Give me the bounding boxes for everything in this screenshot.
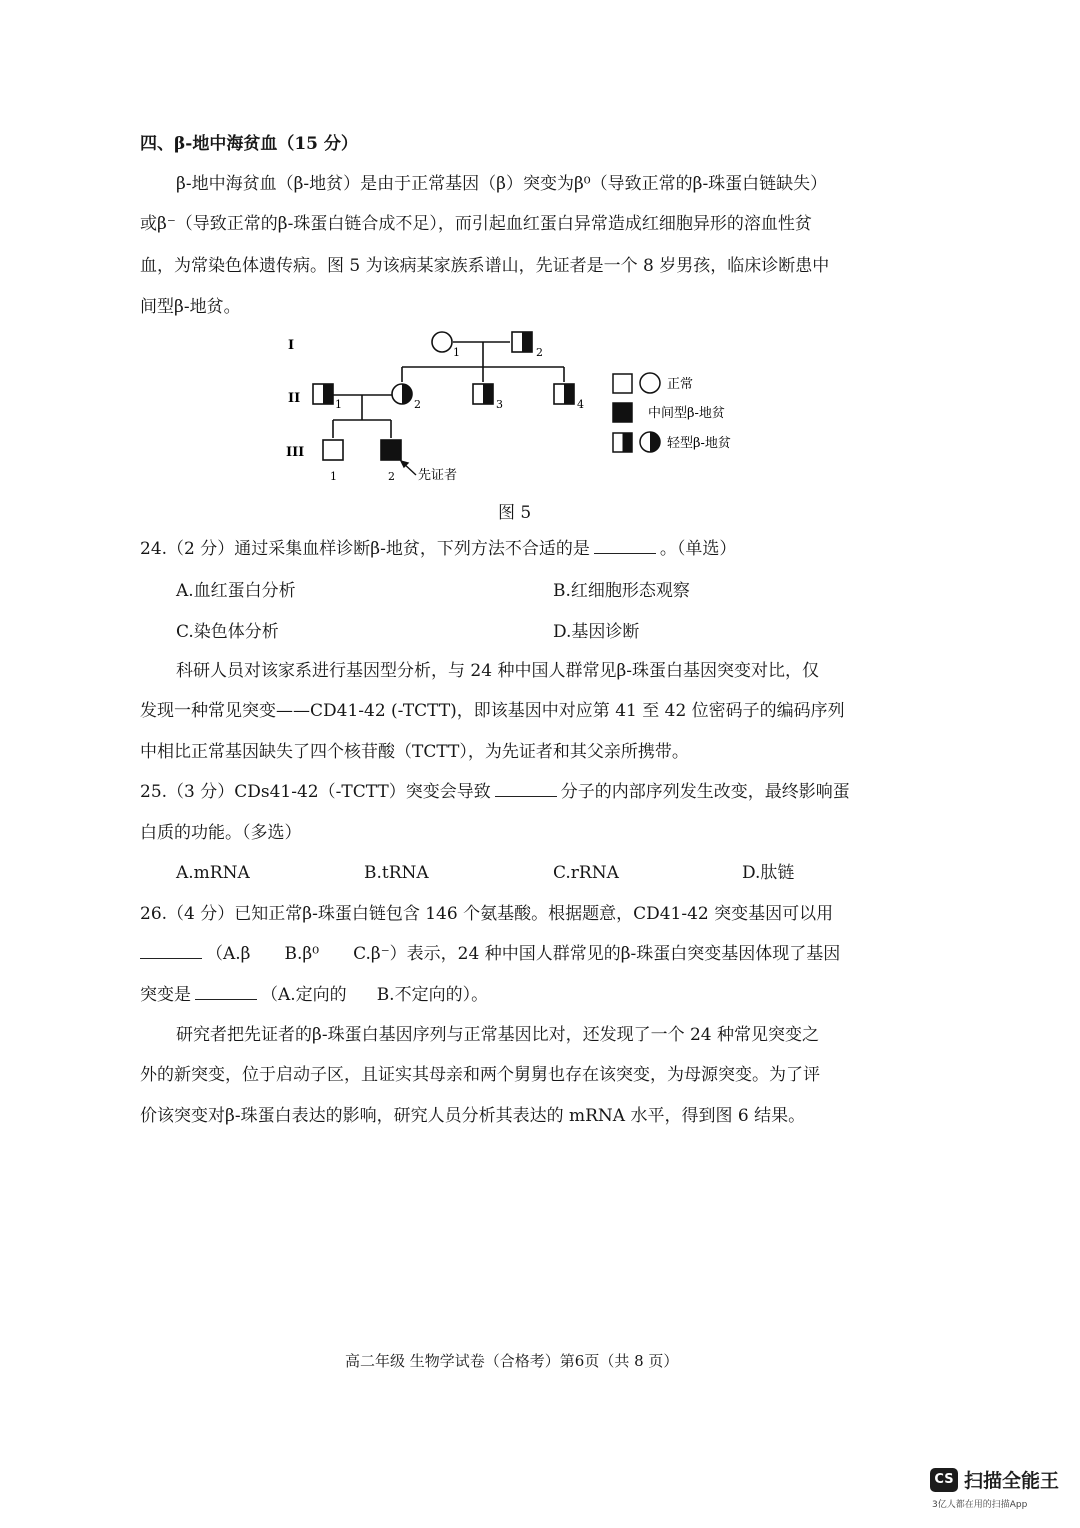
question-26-line-2: [140, 943, 840, 965]
proband-arrow: [401, 461, 416, 475]
page-footer: 高二年级 生物学试卷（合格考）第6页（共 8 页）: [345, 1352, 679, 1370]
q25-option-c[interactable]: C.rRNA: [553, 863, 619, 883]
question-26-line-3: [140, 984, 488, 1006]
q26-line3-text: 突变是: [140, 985, 191, 1005]
question-24-stem: [140, 538, 736, 560]
legend-minor-label: 轻型β-地贫: [667, 436, 731, 451]
individual-II3-minor-male: [473, 384, 493, 404]
q24-stem-suffix: 。（单选）: [659, 539, 737, 559]
watermark-subtitle: 3亿人都在用的扫描App: [932, 1500, 1028, 1510]
q26-option-directional: （A.定向的: [261, 985, 347, 1005]
q24-option-a[interactable]: A.血红蛋白分析: [176, 581, 296, 601]
id-I1: 1: [453, 346, 460, 359]
q25-option-d[interactable]: D.肽链: [742, 863, 795, 883]
individual-II1-minor-male: [313, 384, 333, 404]
q25-stem-line-2: 白质的功能。（多选）: [140, 823, 302, 843]
answer-blank-24[interactable]: [594, 539, 656, 554]
intro-line-3: 血，为常染色体遗传病。图 5 为该病某家族系谱山，先证者是一个 8 岁男孩，临床诊断患中: [140, 256, 830, 276]
para3-line-3: 价该突变对β-珠蛋白表达的影响，研究人员分析其表达的 mRNA 水平，得到图 6 结果。: [140, 1106, 806, 1126]
id-III1: 1: [330, 470, 337, 483]
pedigree-figure: [280, 322, 760, 492]
legend-normal-circle: [640, 373, 660, 393]
id-II2: 2: [414, 398, 421, 411]
watermark-name: 扫描全能王: [964, 1470, 1060, 1492]
legend-minor-circle: [640, 432, 660, 452]
q26-option-b: B.β⁰: [284, 944, 320, 964]
question-26-line-1: 26.（4 分）已知正常β-珠蛋白链包含 146 个氨基酸。根据题意，CD41-42 突变基因可以用: [140, 904, 834, 924]
id-II3: 3: [496, 398, 503, 411]
legend: [613, 373, 731, 452]
individual-I2-minor-male: [512, 332, 532, 352]
camscanner-logo-icon: CS: [930, 1468, 958, 1492]
legend-minor-square: [613, 433, 632, 452]
id-II4: 4: [577, 398, 584, 411]
id-III2: 2: [388, 470, 395, 483]
para3-line-2: 外的新突变，位于启动子区，且证实其母亲和两个舅舅也存在该突变，为母源突变。为了评: [140, 1065, 820, 1085]
q25-option-b[interactable]: B.tRNA: [364, 863, 429, 883]
answer-blank-26b[interactable]: [195, 985, 257, 1000]
para2-line-1: 科研人员对该家系进行基因型分析，与 24 种中国人群常见β-珠蛋白基因突变对比，仅: [176, 661, 820, 681]
individual-II2-minor-female: [392, 384, 412, 404]
q26-option-c: C.β⁻）表示，24 种中国人群常见的β-珠蛋白突变基因体现了基因: [353, 944, 841, 964]
individual-III1-normal-male: [323, 440, 343, 460]
legend-normal-label: 正常: [667, 377, 694, 392]
q26-option-a: （A.β: [206, 944, 251, 964]
legend-normal-square: [613, 374, 632, 393]
gen-label-2: II: [288, 391, 301, 406]
q24-option-d[interactable]: D.基因诊断: [553, 622, 640, 642]
para3-line-1: 研究者把先证者的β-珠蛋白基因序列与正常基因比对，还发现了一个 24 种常见突变之: [176, 1025, 820, 1045]
intro-line-4: 间型β-地贫。: [140, 297, 241, 317]
individual-I1-normal-female: [432, 332, 452, 352]
gen-label-3: III: [286, 445, 305, 460]
pedigree-lines: [333, 342, 564, 438]
legend-intermediate-square: [613, 403, 632, 422]
q26-option-nondirectional: B.不定向的）。: [376, 985, 489, 1005]
intro-line-1: β-地中海贫血（β-地贫）是由于正常基因（β）突变为β⁰（导致正常的β-珠蛋白链缺失）: [176, 174, 828, 194]
para2-line-2: 发现一种常见突变——CD41-42 (-TCTT)，即该基因中对应第 41 至 42 位密码子的编码序列: [140, 701, 845, 721]
legend-intermediate-label: 中间型β-地贫: [648, 406, 725, 421]
individual-III2-intermediate-male: [381, 440, 401, 460]
figure-caption: 图 5: [498, 503, 532, 523]
q25-stem-cont: 分子的内部序列发生改变，最终影响蛋: [560, 782, 850, 802]
individual-II4-minor-male: [554, 384, 574, 404]
gen-label-1: I: [288, 338, 295, 353]
q24-option-b[interactable]: B.红细胞形态观察: [553, 581, 690, 601]
question-25-stem: [140, 781, 850, 803]
id-I2: 2: [536, 346, 543, 359]
q24-option-c[interactable]: C.染色体分析: [176, 622, 279, 642]
answer-blank-26a[interactable]: [140, 944, 202, 959]
q25-option-a[interactable]: A.mRNA: [176, 863, 250, 883]
para2-line-3: 中相比正常基因缺失了四个核苷酸（TCTT），为先证者和其父亲所携带。: [140, 742, 689, 762]
section-title: 四、β-地中海贫血（15 分）: [140, 134, 358, 154]
proband-label: 先证者: [418, 468, 458, 483]
id-II1: 1: [335, 398, 342, 411]
answer-blank-25[interactable]: [495, 782, 557, 797]
q25-stem-text: 25.（3 分）CDs41-42（-TCTT）突变会导致: [140, 782, 491, 802]
intro-line-2: 或β⁻（导致正常的β-珠蛋白链合成不足），而引起血红蛋白异常造成红细胞异形的溶血性贫: [140, 214, 812, 234]
q24-stem-text: 24.（2 分）通过采集血样诊断β-地贫，下列方法不合适的是: [140, 539, 590, 559]
